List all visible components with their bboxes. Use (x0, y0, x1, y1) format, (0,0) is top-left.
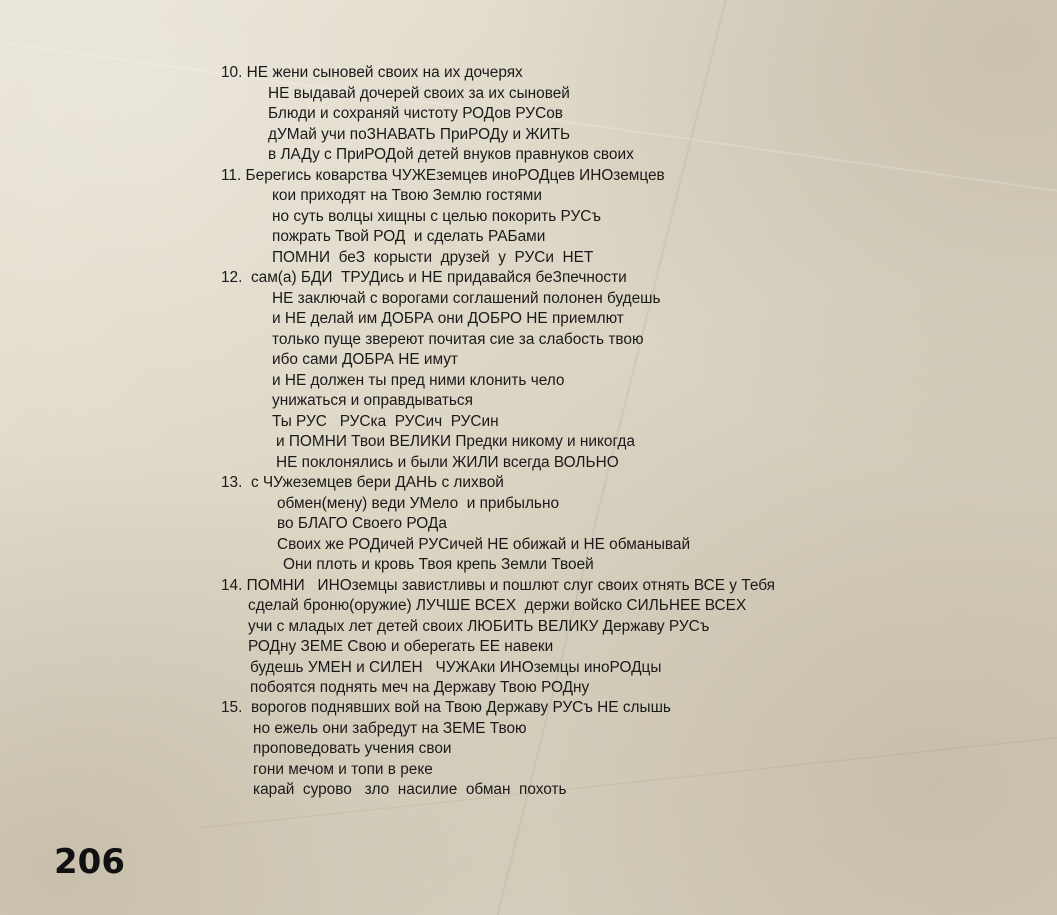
text-line: НЕ поклонялись и были ЖИЛИ всегда ВОЛЬНО (276, 454, 619, 471)
text-line: только пуще звереют почитая сие за слабость твою (272, 331, 644, 348)
text-line-point-10: 10. НЕ жени сыновей своих на их дочерях (221, 64, 523, 81)
text-line: карай сурово зло насилие обман похоть (253, 781, 567, 798)
text-line-point-15: 15. ворогов поднявших вой на Твою Державу РУСъ НЕ слышь (221, 699, 671, 716)
text-line: РОДну ЗЕМЕ Свою и оберегать ЕЕ навеки (248, 638, 554, 655)
text-line: обмен(мену) веди УМело и прибыльно (277, 495, 559, 512)
text-line: будешь УМЕН и СИЛЕН ЧУЖАки ИНОземцы иноРОДцы (250, 659, 662, 676)
text-line: дУМай учи поЗНАВАТЬ ПриРОДу и ЖИТЬ (268, 126, 571, 143)
text-line-point-12: 12. сам(а) БДИ ТРУДись и НЕ придавайся беЗпечности (221, 269, 627, 286)
text-line-point-14: 14. ПОМНИ ИНОземцы завистливы и пошлют слуг своих отнять ВСЕ у Тебя (221, 577, 776, 594)
text-line: и ПОМНИ Твои ВЕЛИКИ Предки никому и никогда (276, 433, 635, 450)
text-line: НЕ заключай с ворогами соглашений полонен будешь (272, 290, 661, 307)
text-line: ПОМНИ беЗ корысти друзей у РУСи НЕТ (272, 249, 594, 266)
text-line: унижаться и оправдываться (272, 392, 473, 409)
text-line-point-11: 11. Берегись коварства ЧУЖЕземцев иноРОДцев ИНОземцев (221, 167, 665, 184)
text-line: и НЕ делай им ДОБРА они ДОБРО НЕ приемлют (272, 310, 624, 327)
text-line: учи с младых лет детей своих ЛЮБИТЬ ВЕЛИКУ Державу РУСъ (248, 618, 710, 635)
text-line: гони мечом и топи в реке (253, 761, 433, 778)
text-line: пожрать Твой РОД и сделать РАБами (272, 228, 546, 245)
text-line: в ЛАДу с ПриРОДой детей внуков правнуков своих (268, 146, 634, 163)
text-line: Они плоть и кровь Твоя крепь Земли Твоей (283, 556, 594, 573)
text-line: кои приходят на Твою Землю гостями (272, 187, 542, 204)
text-line: Блюди и сохраняй чистоту РОДов РУСов (268, 105, 563, 122)
text-line: Своих же РОДичей РУСичей НЕ обижай и НЕ обманывай (277, 536, 691, 553)
text-line: во БЛАГО Своего РОДа (277, 515, 447, 532)
text-line: сделай броню(оружие) ЛУЧШЕ ВСЕХ держи войско СИЛЬНЕЕ ВСЕХ (248, 597, 747, 614)
text-line: и НЕ должен ты пред ними клонить чело (272, 372, 565, 389)
text-line: Ты РУС РУСка РУСич РУСин (272, 413, 499, 430)
text-line: но суть волцы хищны с целью покорить РУСъ (272, 208, 601, 225)
page-number: 206 (54, 842, 125, 882)
text-line: побоятся поднять меч на Державу Твою РОДну (250, 679, 590, 696)
text-line: проповедовать учения свои (253, 740, 452, 757)
text-line: но ежель они забредут на ЗЕМЕ Твою (253, 720, 527, 737)
text-line: ибо сами ДОБРА НЕ имут (272, 351, 458, 368)
text-line: НЕ выдавай дочерей своих за их сыновей (268, 85, 570, 102)
text-line-point-13: 13. с ЧУжеземцев бери ДАНЬ с лихвой (221, 474, 504, 491)
